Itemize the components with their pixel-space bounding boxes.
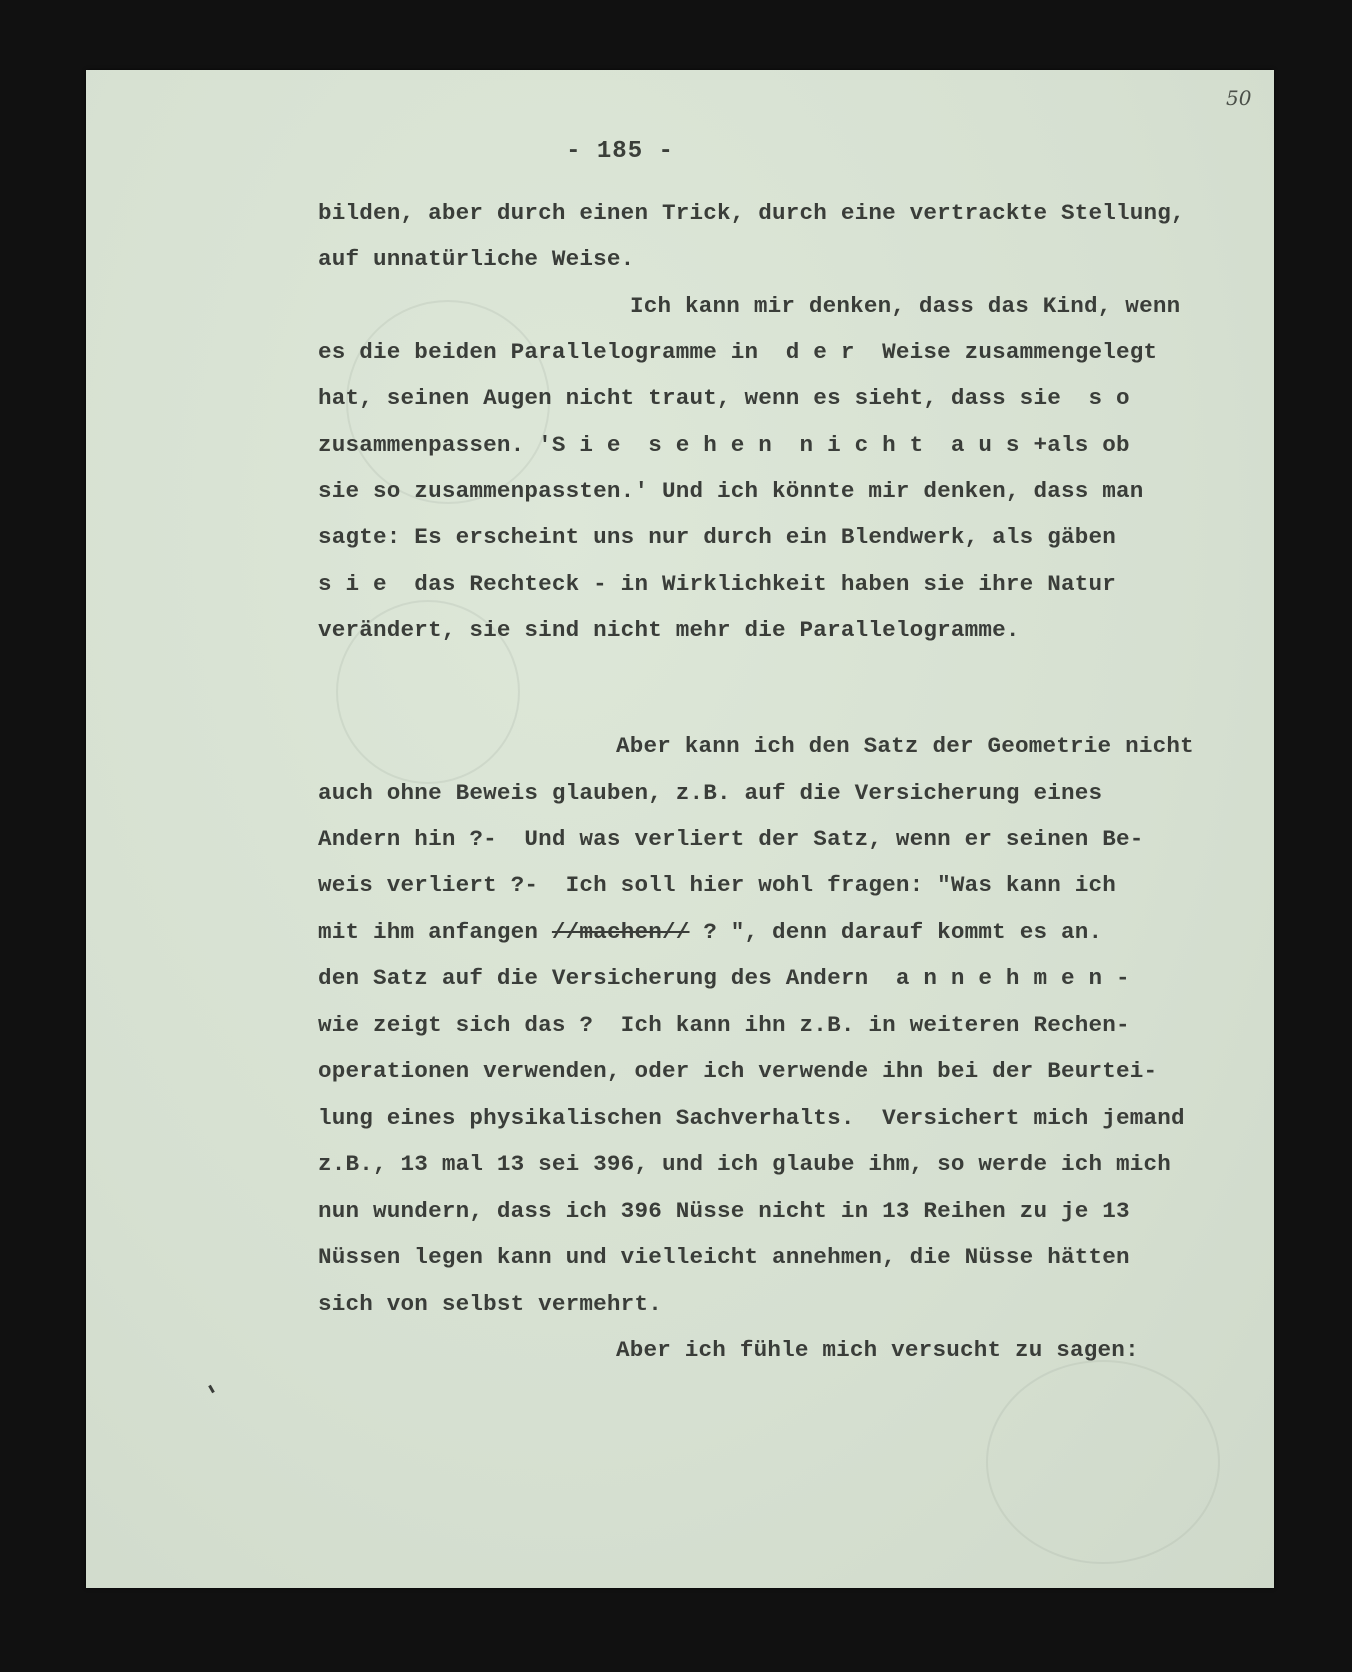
text-line: operationen verwenden, oder ich verwende ihn bei der Beurtei- (318, 1058, 1158, 1084)
text-line: hat, seinen Augen nicht traut, wenn es sieht, dass sie s o (318, 385, 1130, 411)
text-line: sich von selbst vermehrt. (318, 1291, 662, 1317)
text-segment: mit ihm anfangen (318, 919, 552, 945)
text-line: z.B., 13 mal 13 sei 396, und ich glaube ihm, so werde ich mich (318, 1151, 1172, 1177)
archive-number: 50 (1226, 86, 1252, 110)
text-line: auch ohne Beweis glauben, z.B. auf die Versicherung eines (318, 780, 1103, 806)
margin-tick-mark (208, 1385, 215, 1393)
typewritten-page (86, 70, 1274, 1588)
text-line: sie so zusammenpassten.' Und ich könnte mir denken, dass man (318, 478, 1144, 504)
page-number: - 185 - (566, 138, 674, 165)
text-line: nun wundern, dass ich 396 Nüsse nicht in 13 Reihen zu je 13 (318, 1198, 1130, 1224)
text-line: Aber kann ich den Satz der Geometrie nicht (616, 733, 1194, 759)
text-line: es die beiden Parallelogramme in d e r Weise zusammengelegt (318, 339, 1158, 365)
text-line: verändert, sie sind nicht mehr die Parallelogramme. (318, 617, 1020, 643)
text-line: auf unnatürliche Weise. (318, 246, 635, 272)
text-line: Ich kann mir denken, dass das Kind, wenn (630, 293, 1181, 319)
text-line: s i e das Rechteck - in Wirklichkeit haben sie ihre Natur (318, 571, 1116, 597)
text-line: zusammenpassen. 'S i e s e h e n n i c h t a u s +als ob (318, 432, 1130, 458)
text-line: Nüssen legen kann und vielleicht annehmen, die Nüsse hätten (318, 1244, 1130, 1270)
text-line: lung eines physikalischen Sachverhalts. Versichert mich jemand (318, 1105, 1185, 1131)
text-line: bilden, aber durch einen Trick, durch eine vertrackte Stellung, (318, 200, 1185, 226)
text-line: sagte: Es erscheint uns nur durch ein Blendwerk, als gäben (318, 524, 1116, 550)
text-line: den Satz auf die Versicherung des Andern a n n e h m e n - (318, 965, 1130, 991)
faint-archive-stamp (986, 1360, 1220, 1564)
struck-out-word: //machen// (551, 919, 690, 945)
text-line: weis verliert ?- Ich soll hier wohl fragen: "Was kann ich (318, 872, 1116, 898)
text-line: Andern hin ?- Und was verliert der Satz, wenn er seinen Be- (318, 826, 1144, 852)
text-segment: ? ", denn darauf kommt es an. (689, 919, 1103, 945)
text-line (318, 917, 1102, 947)
text-line: wie zeigt sich das ? Ich kann ihn z.B. in weiteren Rechen- (318, 1012, 1130, 1038)
text-line: Aber ich fühle mich versucht zu sagen: (616, 1337, 1139, 1363)
